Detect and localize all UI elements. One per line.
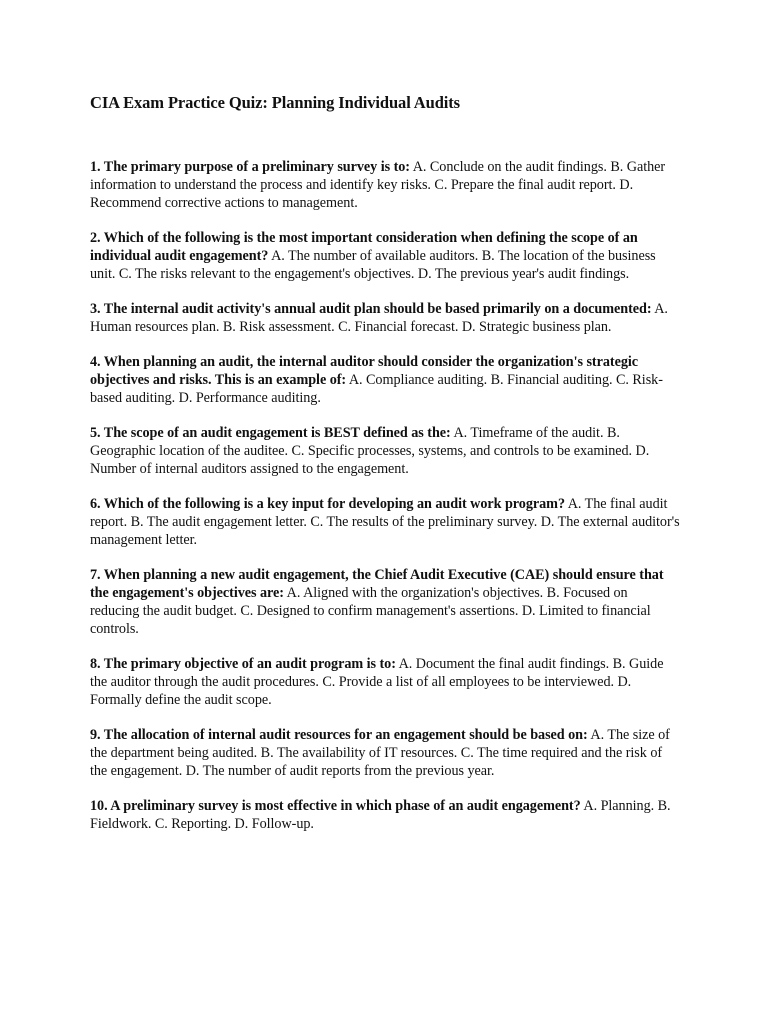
- question-stem: 6. Which of the following is a key input for developing an audit work program?: [90, 496, 565, 512]
- question-stem: 8. The primary objective of an audit program is to:: [90, 656, 396, 672]
- document-page: [90, 93, 680, 850]
- question-8: [90, 655, 680, 709]
- question-6: [90, 495, 680, 549]
- question-3: [90, 300, 680, 336]
- question-options: A. Planning. B. Fieldwork. C. Reporting. D. Follow-up.: [90, 798, 671, 832]
- page-title: CIA Exam Practice Quiz: Planning Individual Audits: [90, 93, 460, 112]
- question-options: A. Document the final audit findings. B. Guide the auditor through the audit procedures. C. Provide a list of all employees to be interviewed. D. Formally define the audit scope.: [90, 656, 664, 708]
- question-1: [90, 158, 680, 212]
- question-options: A. Aligned with the organization's objectives. B. Focused on reducing the audit budget. C. Designed to confirm management's assertions. D. Limited to financial controls.: [90, 585, 651, 637]
- question-stem: 5. The scope of an audit engagement is BEST defined as the:: [90, 425, 451, 441]
- question-options: A. The final audit report. B. The audit engagement letter. C. The results of the preliminary survey. D. The external auditor's management letter.: [90, 496, 680, 548]
- question-9: [90, 726, 680, 780]
- question-stem: 9. The allocation of internal audit resources for an engagement should be based on:: [90, 727, 588, 743]
- question-5: [90, 424, 680, 478]
- question-options: A. Timeframe of the audit. B. Geographic location of the auditee. C. Specific processes, systems, and controls to be examined. D. Number of internal auditors assigned to the engagement.: [90, 425, 650, 477]
- question-options: A. The size of the department being audited. B. The availability of IT resources. C. The time required and the risk of the engagement. D. The number of audit reports from the previous year.: [90, 727, 670, 779]
- question-options: A. The number of available auditors. B. The location of the business unit. C. The risks relevant to the engagement's objectives. D. The previous year's audit findings.: [90, 248, 656, 282]
- question-options: A. Conclude on the audit findings. B. Gather information to understand the process and identify key risks. C. Prepare the final audit report. D. Recommend corrective actions to management.: [90, 159, 666, 211]
- question-4: [90, 353, 680, 407]
- question-options: A. Compliance auditing. B. Financial auditing. C. Risk-based auditing. D. Performance auditing.: [90, 372, 663, 406]
- question-stem: 3. The internal audit activity's annual audit plan should be based primarily on a documented:: [90, 301, 652, 317]
- question-stem: 1. The primary purpose of a preliminary survey is to:: [90, 159, 410, 175]
- question-10: [90, 797, 680, 833]
- question-stem: 7. When planning a new audit engagement, the Chief Audit Executive (CAE) should ensure that the engagement's objectives are:: [90, 567, 664, 601]
- question-stem: 4. When planning an audit, the internal auditor should consider the organization's strategic objectives and risks. This is an example of:: [90, 354, 638, 388]
- question-options: A. Human resources plan. B. Risk assessment. C. Financial forecast. D. Strategic business plan.: [90, 301, 668, 335]
- question-2: [90, 229, 680, 283]
- question-stem: 10. A preliminary survey is most effective in which phase of an audit engagement?: [90, 798, 581, 814]
- question-stem: 2. Which of the following is the most important consideration when defining the scope of an individual audit engagement?: [90, 230, 638, 264]
- question-7: [90, 566, 680, 638]
